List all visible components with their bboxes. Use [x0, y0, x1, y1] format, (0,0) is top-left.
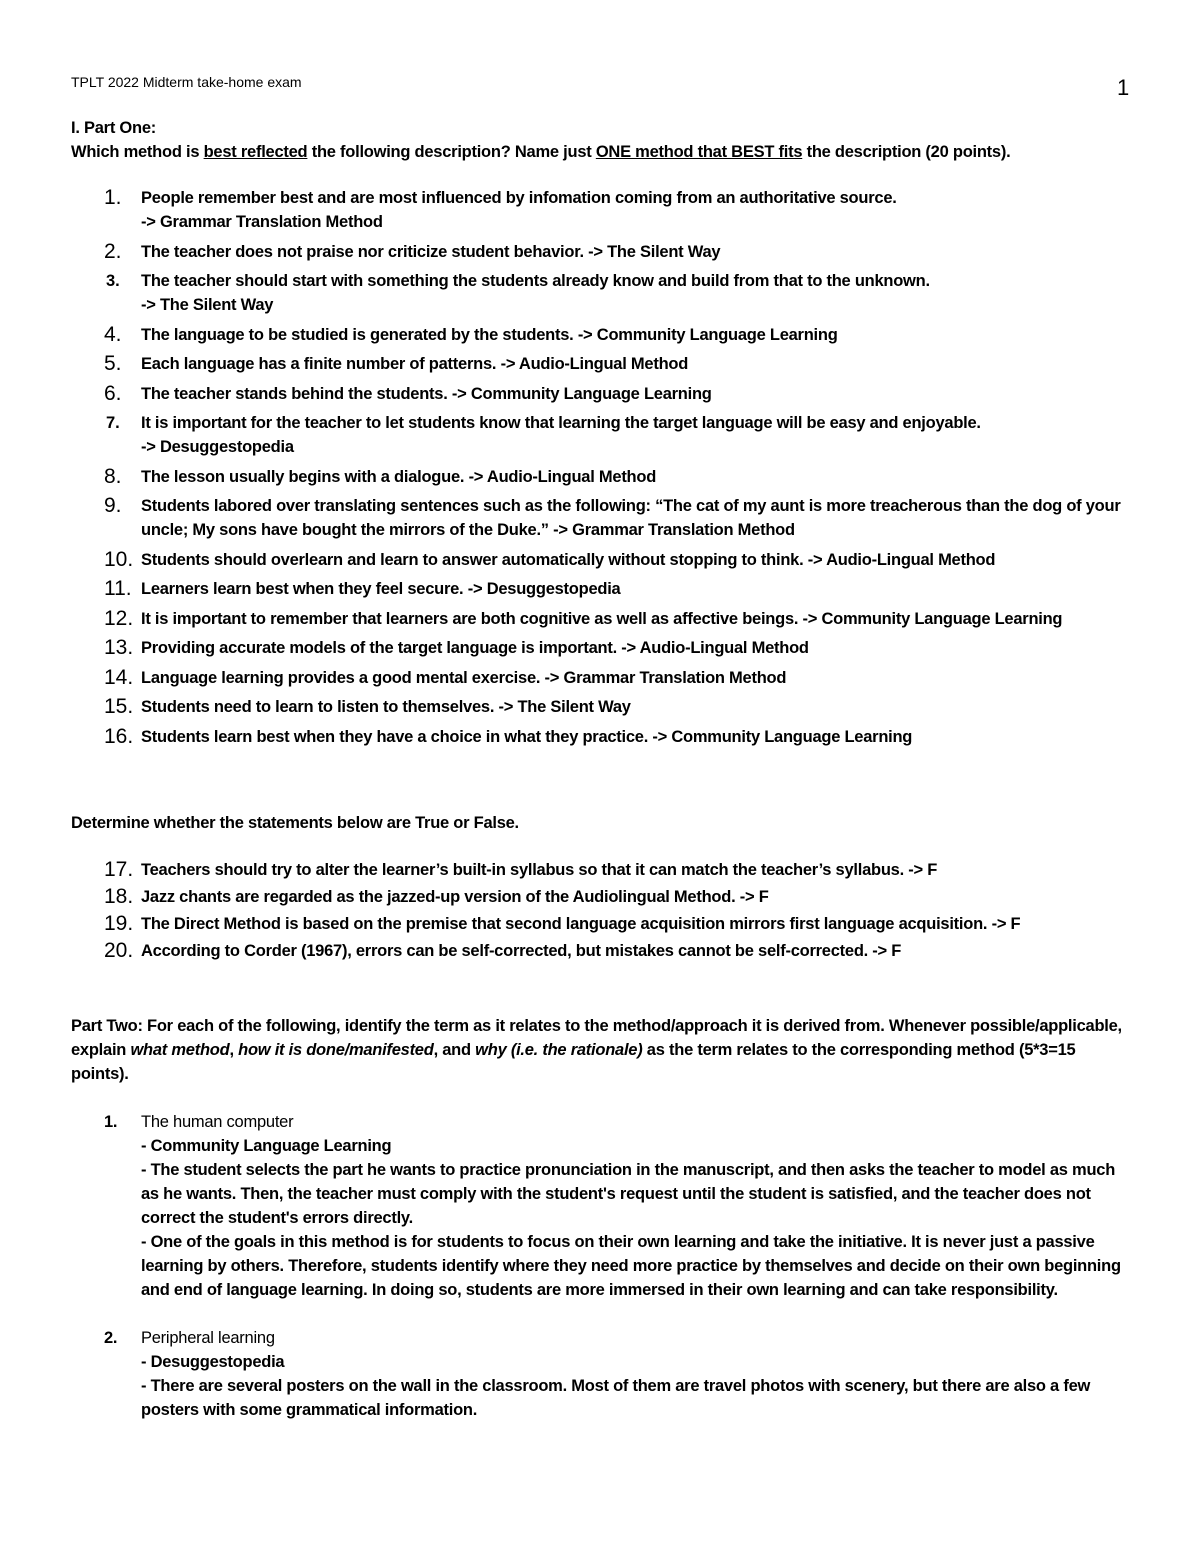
true-false-heading: Determine whether the statements below are True or False.: [71, 814, 519, 832]
item-number: 19.: [104, 912, 134, 935]
true-false-list: [104, 858, 1134, 966]
item-text: The language to be studied is generated by the students. -> Community Language Learning: [141, 325, 838, 344]
part-one-list: [104, 186, 1134, 754]
list-item: [104, 411, 1134, 459]
part-one-heading-block: [71, 116, 1151, 164]
list-item: [104, 666, 1134, 690]
list-item: [104, 636, 1134, 660]
item-number: 16.: [104, 724, 134, 748]
item-text: Learners learn best when they feel secure. -> Desuggestopedia: [141, 580, 621, 598]
item-text: According to Corder (1967), errors can be self-corrected, but mistakes cannot be self-corrected. -> F: [141, 942, 902, 960]
item-number: 5.: [104, 352, 122, 375]
item-number: 7.: [106, 414, 120, 432]
page-number: 1: [1117, 75, 1130, 100]
item-number: 18.: [104, 885, 134, 908]
item-text: Each language has a finite number of patterns. -> Audio-Lingual Method: [141, 355, 689, 373]
list-item: [104, 352, 1134, 376]
list-item: [104, 912, 1134, 936]
item-text: The lesson usually begins with a dialogue. -> Audio-Lingual Method: [141, 467, 657, 486]
item-explanation: - One of the goals in this method is for students to focus on their own learning and take the initiative. It is never just a passive learning by others. Therefore, students identify where they need more practice by themselves and decide on their own beginning and end of language learning. In doing so, students are more immersed in their own learning and can take responsibility.: [141, 1233, 1121, 1299]
list-item: [104, 1326, 1124, 1422]
list-item: [104, 1110, 1124, 1302]
list-item: [104, 695, 1134, 719]
item-text: Providing accurate models of the target language is important. -> Audio-Lingual Method: [141, 639, 809, 657]
item-explanation: - Community Language Learning: [141, 1137, 392, 1155]
item-text: It is important to remember that learners are both cognitive as well as affective beings. -> Community Language Learning: [141, 609, 1063, 628]
item-text: Language learning provides a good mental exercise. -> Grammar Translation Method: [141, 668, 787, 687]
item-number: 4.: [104, 322, 122, 346]
item-answer: -> The Silent Way: [141, 296, 274, 314]
list-item: [104, 494, 1134, 542]
item-explanation: - There are several posters on the wall in the classroom. Most of them are travel photos with scenery, but there are also a few posters with some grammatical information.: [141, 1377, 1091, 1419]
part-one-heading: I. Part One:: [71, 119, 157, 137]
list-item: [104, 186, 1134, 234]
item-number: 10.: [104, 547, 134, 571]
part-two-list: [104, 1110, 1124, 1446]
item-text: People remember best and are most influenced by infomation coming from an authoritative source.: [141, 189, 897, 207]
item-number: 6.: [104, 381, 122, 405]
item-text: The teacher stands behind the students. -> Community Language Learning: [141, 384, 712, 403]
item-text: Students need to learn to listen to themselves. -> The Silent Way: [141, 698, 631, 716]
list-item: [104, 465, 1134, 489]
item-term: Peripheral learning: [141, 1329, 275, 1347]
list-item: [104, 323, 1134, 347]
item-number: 11.: [104, 577, 132, 600]
list-item: [104, 577, 1134, 601]
list-item: [104, 240, 1134, 264]
item-number: 3.: [106, 272, 120, 290]
item-number: 2.: [104, 1329, 118, 1347]
item-number: 12.: [104, 606, 134, 630]
item-number: 1.: [104, 1113, 118, 1131]
list-item: [104, 607, 1134, 631]
list-item: [104, 939, 1134, 963]
item-explanation: - Desuggestopedia: [141, 1353, 285, 1371]
item-text: It is important for the teacher to let students know that learning the target language will be easy and enjoyable.: [141, 414, 981, 432]
item-text: Teachers should try to alter the learner’s built-in syllabus so that it can match the teacher’s syllabus. -> F: [141, 861, 938, 879]
list-item: [104, 885, 1134, 909]
item-answer: -> Desuggestopedia: [141, 438, 294, 456]
list-item: [104, 725, 1134, 749]
part-one-instruction: Which method is best reflected the following description? Name just ONE method that BEST fits the description (20 points).: [71, 143, 1011, 161]
part-two-heading: Part Two: For each of the following, identify the term as it relates to the method/approach it is derived from. Whenever possible/applicable, explain what method, how it is done/manifested, and why (i.e. the rationale) as the term relates to the corresponding method (5*3=15 points).: [71, 1017, 1122, 1083]
item-text: Students should overlearn and learn to answer automatically without stopping to think. -> Audio-Lingual Method: [141, 550, 996, 569]
item-answer: -> Grammar Translation Method: [141, 213, 383, 231]
list-item: [104, 269, 1134, 317]
item-number: 15.: [104, 695, 134, 718]
item-text: The teacher does not praise nor criticize student behavior. -> The Silent Way: [141, 242, 721, 261]
item-number: 9.: [104, 494, 122, 517]
item-text: The Direct Method is based on the premise that second language acquisition mirrors first language acquisition. -> F: [141, 915, 1021, 933]
item-number: 20.: [104, 939, 134, 962]
item-number: 1.: [104, 186, 122, 209]
item-number: 14.: [104, 665, 134, 689]
item-number: 2.: [104, 239, 122, 263]
item-number: 17.: [104, 858, 134, 881]
item-explanation: - The student selects the part he wants to practice pronunciation in the manuscript, and then asks the teacher to model as much as he wants. Then, the teacher must comply with the student's request until the student is satisfied, and the teacher does not correct the student's errors directly.: [141, 1161, 1116, 1227]
item-term: The human computer: [141, 1113, 294, 1131]
list-item: [104, 382, 1134, 406]
header-title: TPLT 2022 Midterm take-home exam: [71, 74, 302, 90]
list-item: [104, 548, 1134, 572]
item-number: 13.: [104, 636, 134, 659]
item-text: Students labored over translating sentences such as the following: “The cat of my aunt is more treacherous than the dog of your uncle; My sons have bought the mirrors of the Duke.” -> Grammar Translation Method: [141, 497, 1121, 539]
item-text: Jazz chants are regarded as the jazzed-up version of the Audiolingual Method. -> F: [141, 888, 769, 906]
item-text: The teacher should start with something the students already know and build from that to the unknown.: [141, 272, 930, 290]
item-text: Students learn best when they have a choice in what they practice. -> Community Language Learning: [141, 727, 913, 746]
item-number: 8.: [104, 464, 122, 488]
list-item: [104, 858, 1134, 882]
